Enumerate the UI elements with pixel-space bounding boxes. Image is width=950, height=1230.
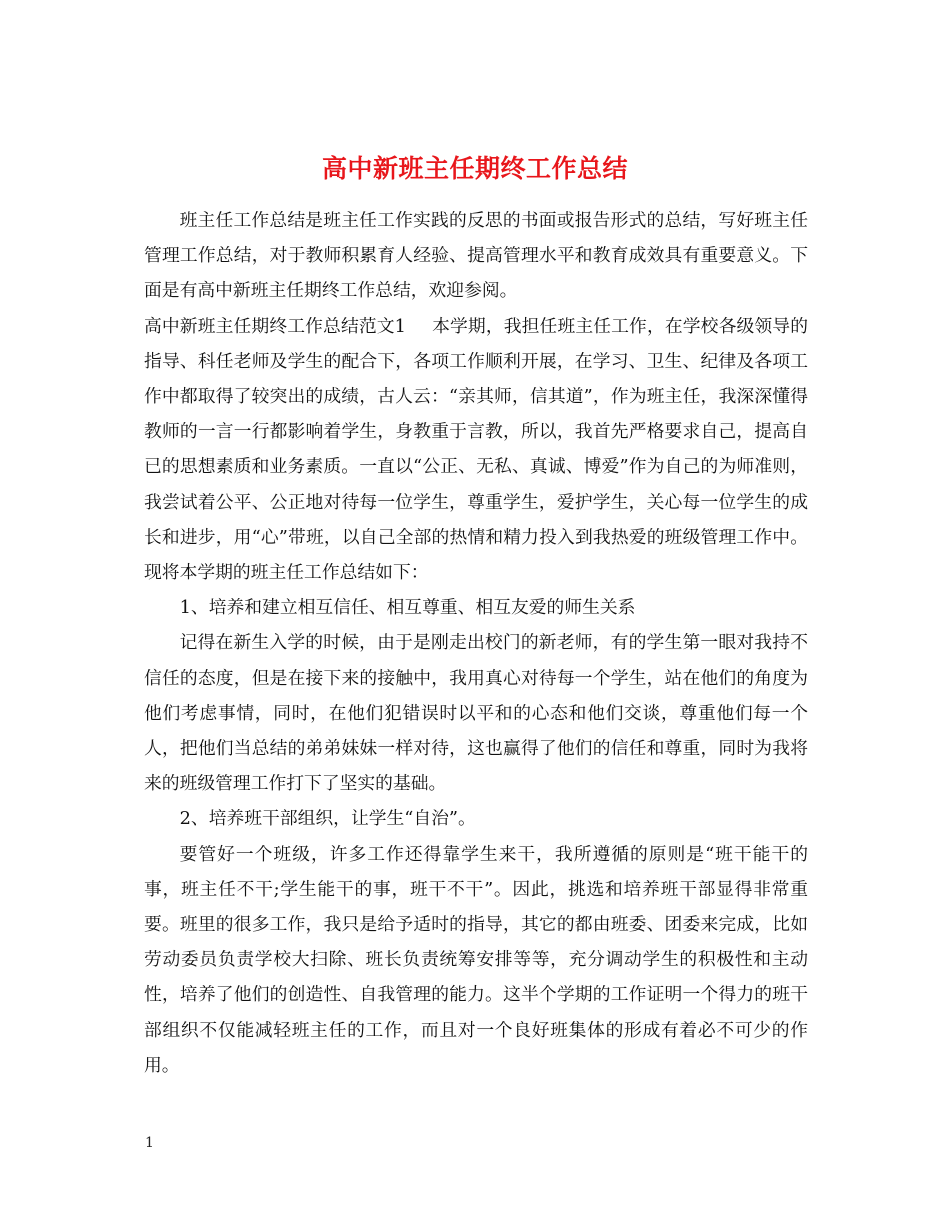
page-number: 1 xyxy=(145,1135,154,1151)
intro-paragraph: 班主任工作总结是班主任工作实践的反思的书面或报告形式的总结，写好班主任管理工作总结，对于教师积累育人经验、提高管理水平和教育成效具有重要意义。下面是有高中新班主任期终工作总结，欢迎参阅。 xyxy=(144,210,808,302)
section-2-heading: 2、培养班干部组织，让学生“自治”。 xyxy=(179,808,476,830)
page-title: 高中新班主任期终工作总结 xyxy=(321,153,628,183)
sample-label: 高中新班主任期终工作总结范文1 xyxy=(144,315,406,337)
section-1-heading: 1、培养和建立相互信任、相互尊重、相互友爱的师生关系 xyxy=(179,597,636,619)
section-2-body: 要管好一个班级，许多工作还得靠学生来干，我所遵循的原则是“班干能干的事，班主任不干;学生能干的事，班干不干”。因此，挑选和培养班干部显得非常重要。班里的很多工作，我只是给予适时的指导，其它的都由班委、团委来完成，比如劳动委员负责学校大扫除、班长负责统筹安排等等，充分调动学生的积极性和主动性，培养了他们的创造性、自我管理的能力。这半个学期的工作证明一个得力的班干部组织不仅能减轻班主任的工作，而且对一个良好班集体的形成有着必不可少的作用。 xyxy=(144,843,808,1076)
section-1-body: 记得在新生入学的时候，由于是刚走出校门的新老师，有的学生第一眼对我持不信任的态度，但是在接下来的接触中，我用真心对待每一个学生，站在他们的角度为他们考虑事情，同时，在他们犯错误时以平和的心态和他们交谈，尊重他们每一个人，把他们当总结的弟弟妹妹一样对待，这也赢得了他们的信任和尊重，同时为我将来的班级管理工作打下了坚实的基础。 xyxy=(144,632,808,795)
sample-paragraph xyxy=(144,309,808,591)
document-body xyxy=(144,203,808,1083)
sample-opening-text: 本学期，我担任班主任工作，在学校各级领导的指导、科任老师及学生的配合下，各项工作顺利开展，在学习、卫生、纪律及各项工作中都取得了较突出的成绩，古人云：“亲其师，信其道”，作为班主任，我深深懂得教师的一言一行都影响着学生，身教重于言教，所以，我首先严格要求自己，提高自已的思想素质和业务素质。一直以“公正、无私、真诚、博爱”作为自己的为师准则，我尝试着公平、公正地对待每一位学生，尊重学生，爱护学生，关心每一位学生的成长和进步，用“心”带班，以自己全部的热情和精力投入到我热爱的班级管理工作中。现将本学期的班主任工作总结如下： xyxy=(144,315,808,584)
